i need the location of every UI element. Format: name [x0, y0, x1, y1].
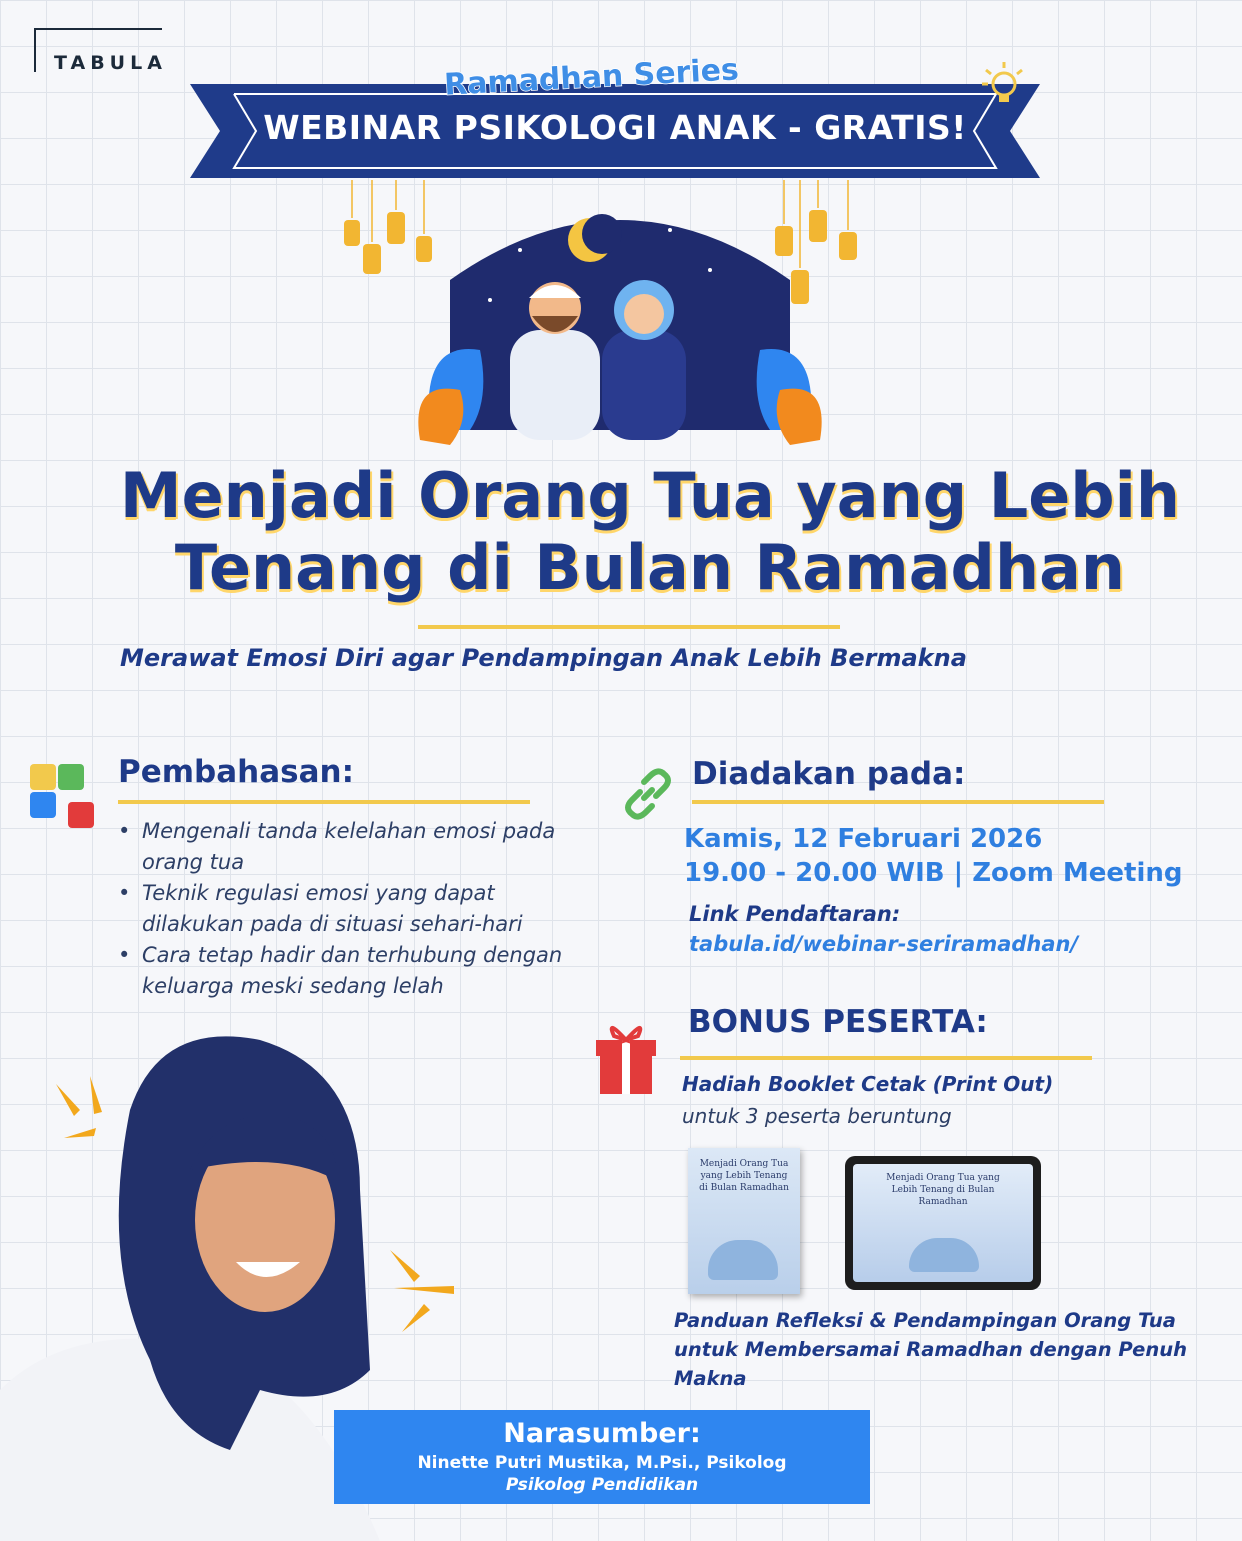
- sparkle-left-icon: [50, 1076, 120, 1156]
- bonus-heading: BONUS PESERTA:: [688, 1004, 988, 1040]
- webinar-title: WEBINAR PSIKOLOGI ANAK - GRATIS!: [263, 108, 967, 147]
- sparkle-right-icon: [384, 1242, 460, 1338]
- event-date: Kamis, 12 Februari 2026: [684, 824, 1043, 854]
- link-icon: [618, 764, 678, 824]
- booklet-cover-image: [688, 1148, 800, 1294]
- booklet-cover-title: Menjadi Orang Tua yang Lebih Tenang di Bulan Ramadhan: [699, 1159, 789, 1193]
- tablet-preview-image: [845, 1156, 1041, 1290]
- speaker-box: [334, 1410, 870, 1504]
- bonus-divider: [680, 1056, 1092, 1060]
- series-label: Ramadhan Series: [443, 52, 740, 103]
- topics-list: [118, 816, 588, 1002]
- gift-note: untuk 3 peserta beruntung: [682, 1104, 952, 1128]
- registration-link[interactable]: tabula.id/webinar-seriramadhan/: [689, 932, 1079, 956]
- gift-title: Hadiah Booklet Cetak (Print Out): [682, 1072, 1054, 1096]
- headline-line-2: Tenang di Bulan Ramadhan: [174, 531, 1126, 604]
- speaker-name: Ninette Putri Mustika, M.Psi., Psikolog: [417, 1453, 787, 1473]
- tabula-logo: [34, 28, 167, 74]
- headline-subtitle: Merawat Emosi Diri agar Pendampingan Anak Lebih Bermakna: [120, 644, 967, 672]
- logo-text: TABULA: [54, 52, 167, 74]
- gift-icon: [592, 1014, 660, 1096]
- tablet-screen-title: Menjadi Orang Tua yang Lebih Tenang di Bulan Ramadhan: [886, 1173, 1000, 1207]
- lightbulb-icon: [978, 56, 1034, 112]
- event-schedule: [684, 822, 1183, 890]
- registration-label: Link Pendaftaran:: [689, 902, 901, 926]
- speaker-label: Narasumber:: [503, 1418, 701, 1449]
- title-divider: [418, 625, 840, 629]
- ramadan-couple-illustration: [340, 180, 900, 450]
- event-time: 19.00 - 20.00 WIB | Zoom Meeting: [684, 858, 1183, 888]
- list-item: • Cara tetap hadir dan terhubung dengan keluarga meski sedang lelah: [118, 940, 588, 1002]
- event-heading: Diadakan pada:: [692, 756, 966, 792]
- list-item: • Mengenali tanda kelelahan emosi pada orang tua: [118, 816, 588, 878]
- event-divider: [692, 800, 1104, 804]
- puzzle-icon: [24, 758, 104, 838]
- headline-line-1: Menjadi Orang Tua yang Lebih: [119, 459, 1181, 532]
- speaker-role: Psikolog Pendidikan: [505, 1475, 699, 1495]
- topics-divider: [118, 800, 530, 804]
- list-item: • Teknik regulasi emosi yang dapat dilakukan pada di situasi sehari-hari: [118, 878, 588, 940]
- topics-heading: Pembahasan:: [118, 754, 354, 790]
- booklet-description: Panduan Refleksi & Pendampingan Orang Tua untuk Membersamai Ramadhan dengan Penuh Makna: [674, 1309, 1188, 1390]
- main-headline: [100, 460, 1200, 604]
